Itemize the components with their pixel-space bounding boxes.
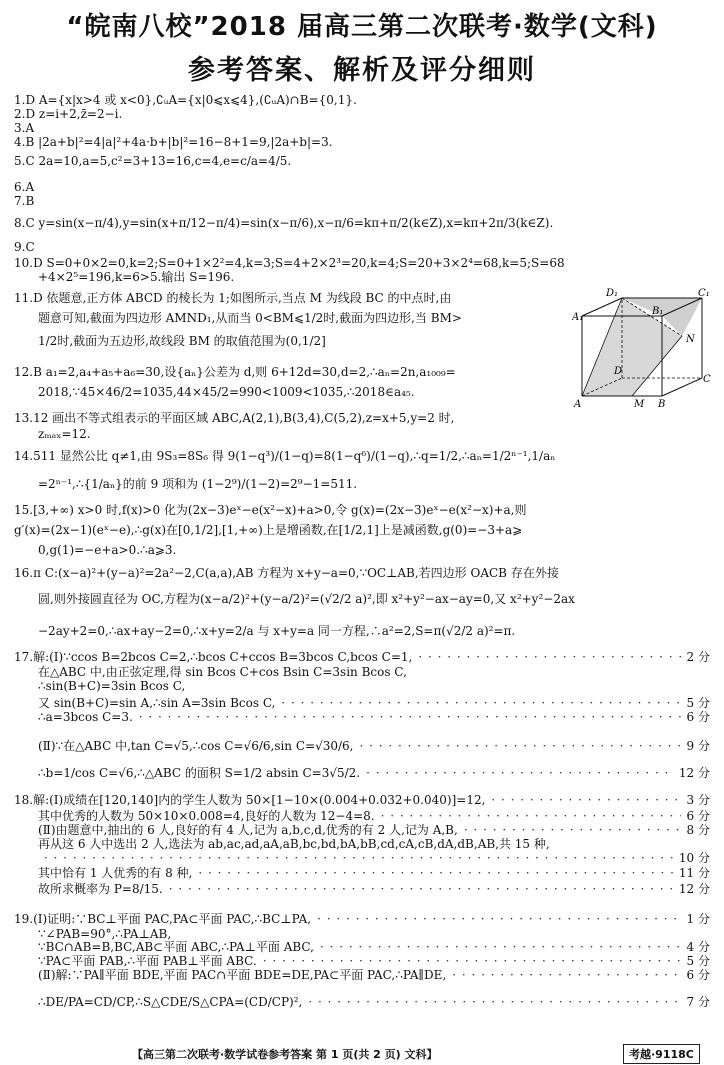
- scored-line: [38, 954, 710, 969]
- answer-line: ∴sin(B+C)=3sin Bcos C,: [38, 679, 186, 693]
- scored-line: [38, 995, 710, 1010]
- answer-line: 3.A: [14, 121, 35, 135]
- figure-label: C₁: [698, 288, 710, 299]
- line-text: ∵BC∩AB=B,BC,AB⊂平面 ABC,∴PA⊥平面 ABC,: [38, 940, 314, 954]
- figure-label: A: [574, 399, 582, 410]
- line-text: (Ⅱ)由题意中,抽出的 6 人,良好的有 4 人,记为 a,b,c,d,优秀的有 2 人,记为 A,B,: [38, 823, 458, 837]
- line-text: ∴b=1/cos C=√6,∴△ABC 的面积 S=1/2 absin C=3√5/2.: [38, 766, 361, 780]
- score-points: 12 分: [678, 766, 710, 780]
- figure-label: B: [658, 399, 666, 410]
- leader-dots: [381, 809, 681, 824]
- answer-line: 在△ABC 中,由正弦定理,得 sin Bcos C+cos Bsin C=3sin Bcos C,: [38, 665, 407, 679]
- scored-line: [38, 882, 710, 897]
- answer-line: 题意可知,截面为四边形 AMND₁,从而当 0<BM⩽1/2时,截面为四边形,当 BM>: [38, 311, 462, 325]
- answer-line: 13.12 画出不等式组表示的平面区域 ABC,A(2,1),B(3,4),C(5,2),z=x+5,y=2 时,: [14, 411, 455, 425]
- scored-line: [38, 851, 710, 866]
- scored-line: [38, 940, 710, 955]
- leader-dots: [418, 650, 680, 665]
- figure-label: B₁: [652, 306, 664, 317]
- line-text: 18.解:(Ⅰ)成绩在[120,140]内的学生人数为 50×[1−10×(0.004+0.032+0.040)]=12,: [14, 793, 486, 807]
- score-points: 2 分: [686, 650, 710, 664]
- score-points: 6 分: [686, 809, 710, 823]
- leader-dots: [139, 710, 681, 725]
- score-points: 5 分: [686, 954, 710, 968]
- answer-line: 1.D A={x|x>4 或 x<0},∁ᵤA={x|0⩽x⩽4},(∁ᵤA)∩B={0,1}.: [14, 93, 357, 107]
- score-points: 3 分: [686, 793, 710, 807]
- leader-dots: [360, 739, 681, 754]
- scored-line: [14, 793, 710, 808]
- page-footer: [0, 1045, 724, 1063]
- line-text: ∵PA⊂平面 PAB,∴平面 PAB⊥平面 ABC.: [38, 954, 257, 968]
- score-points: 12 分: [678, 882, 710, 896]
- answer-line: 1/2时,截面为五边形,故线段 BM 的取值范围为(0,1/2]: [38, 334, 326, 348]
- figure-label: A₁: [572, 312, 584, 323]
- score-points: 6 分: [686, 710, 710, 724]
- leader-dots: [169, 882, 673, 897]
- answer-line: 再从这 6 人中选出 2 人,选法为 ab,ac,ad,aA,aB,bc,bd,bA,bB,cd,cA,cB,dA,dB,AB,共 15 种,: [38, 837, 550, 851]
- line-text: 其中恰有 1 人优秀的有 8 种,: [38, 866, 193, 880]
- line-text: 其中优秀的人数为 50×10×0.008=4,良好的人数为 12−4=8.: [38, 809, 375, 823]
- answer-line: 2.D z=i+2,z̄=2−i.: [14, 107, 123, 121]
- line-text: 17.解:(Ⅰ)∵ccos B=2bcos C=2,∴bcos C+ccos B=3bcos C,bcos C=1,: [14, 650, 413, 664]
- footer-text: 【高三第二次联考·数学试卷参考答案 第 1 页(共 2 页) 文科】: [132, 1048, 438, 1061]
- leader-dots: [308, 995, 680, 1010]
- answer-line: 12.B a₁=2,a₄+a₅+a₆=30,设{aₙ}公差为 d,则 6+12d=30,d=2,∴aₙ=2n,a₁₀₀₉=: [14, 365, 456, 379]
- answer-line: zₘₐₓ=12.: [38, 427, 91, 441]
- cube-figure: [572, 286, 712, 410]
- answer-line: g′(x)=(2x−1)(eˣ−e),∴g(x)在[0,1/2],[1,+∞)上是增函数,在[1/2,1]上是减函数,g(0)=−3+a⩾: [14, 523, 523, 537]
- answer-line: 9.C: [14, 240, 35, 254]
- score-points: 4 分: [686, 940, 710, 954]
- scored-line: [14, 650, 710, 665]
- scored-line: [38, 823, 710, 838]
- leader-dots: [281, 696, 680, 711]
- scored-line: [14, 912, 710, 927]
- figure-label: D: [614, 366, 623, 377]
- figure-label: D₁: [606, 288, 619, 299]
- figure-label: M: [634, 399, 645, 410]
- score-points: 8 分: [686, 823, 710, 837]
- answer-line: 15.[3,+∞) x>0 时,f(x)>0 化为(2x−3)eˣ−e(x²−x)+a>0,令 g(x)=(2x−3)eˣ−e(x²−x)+a,则: [14, 503, 527, 517]
- scored-line: [38, 968, 710, 983]
- line-text: 又 sin(B+C)=sin A,∴sin A=3sin Bcos C,: [38, 696, 276, 710]
- answer-line: 4.B |2a+b|²=4|a|²+4a·b+|b|²=16−8+1=9,|2a+b|=3.: [14, 135, 333, 149]
- answer-line: +4×2⁵=196,k=6>5.输出 S=196.: [38, 270, 235, 284]
- cube-edge: [662, 378, 702, 396]
- answer-line: 圆,则外接圆直径为 OC,方程为(x−a/2)²+(y−a/2)²=(√2/2 a)²,即 x²+y²−ax−ay=0,又 x²+y²−2ax: [38, 592, 575, 606]
- page-subtitle: 参考答案、解析及评分细则: [188, 55, 536, 86]
- answer-line: 6.A: [14, 180, 35, 194]
- answer-line: ∵∠PAB=90°,∴PA⊥AB,: [38, 927, 172, 941]
- leader-dots: [198, 866, 673, 881]
- score-points: 1 分: [686, 912, 710, 926]
- answer-line: 2018,∵45×46/2=1035,44×45/2=990<1009<1035,∴2018∈a₄₅.: [38, 385, 415, 399]
- figure-label: C: [703, 374, 711, 385]
- scored-line: [38, 866, 710, 881]
- line-text: 故所求概率为 P=8/15.: [38, 882, 163, 896]
- answer-line: −2ay+2=0,∴ax+ay−2=0,∴x+y=2/a 与 x+y=a 同一方程,∴a²=2,S=π(√2/2 a)²=π.: [38, 624, 516, 638]
- answer-line: 5.C 2a=10,a=5,c²=3+13=16,c=4,e=c/a=4/5.: [14, 154, 292, 168]
- leader-dots: [44, 851, 673, 866]
- line-text: (Ⅱ)解:∵PA∥平面 BDE,平面 PAC∩平面 BDE=DE,PA⊂平面 PAC,∴PA∥DE,: [38, 968, 447, 982]
- footer-code: 考越·9118C: [623, 1044, 700, 1064]
- scored-line: [38, 766, 710, 781]
- answer-line: 11.D 依题意,正方体 ABCD 的棱长为 1;如图所示,当点 M 为线段 BC 的中点时,由: [14, 291, 452, 305]
- leader-dots: [317, 912, 680, 927]
- line-text: (Ⅱ)∵在△ABC 中,tan C=√5,∴cos C=√6/6,sin C=√30/6,: [38, 739, 354, 753]
- leader-dots: [452, 968, 680, 983]
- line-text: ∴DE/PA=CD/CP,∴S△CDE/S△CPA=(CD/CP)²,: [38, 995, 303, 1009]
- answer-line: 10.D S=0+0×2=0,k=2;S=0+1×2²=4,k=3;S=4+2×2³=20,k=4;S=20+3×2⁴=68,k=5;S=68: [14, 256, 565, 270]
- answer-line: =2ⁿ⁻¹,∴{1/aₙ}的前 9 项和为 (1−2⁹)/(1−2)=2⁹−1=511.: [38, 477, 358, 491]
- figure-label: N: [686, 334, 695, 345]
- scored-line: [38, 710, 710, 725]
- line-text: 19.(Ⅰ)证明:∵BC⊥平面 PAC,PA⊂平面 PAC,∴BC⊥PA,: [14, 912, 312, 926]
- line-text: ∴a=3bcos C=3.: [38, 710, 133, 724]
- leader-dots: [464, 823, 681, 838]
- score-points: 10 分: [678, 851, 710, 865]
- scored-line: [38, 809, 710, 824]
- score-points: 6 分: [686, 968, 710, 982]
- answer-line: 8.C y=sin(x−π/4),y=sin(x+π/12−π/4)=sin(x−π/6),x−π/6=kπ+π/2(k∈Z),x=kπ+2π/3(k∈Z).: [14, 216, 554, 230]
- answer-line: 14.511 显然公比 q≠1,由 9S₃=8S₆ 得 9(1−q³)/(1−q)=8(1−q⁶)/(1−q),∴q=1/2,∴aₙ=1/2ⁿ⁻¹,1/aₙ: [14, 449, 556, 463]
- score-points: 11 分: [678, 866, 710, 880]
- page-title: “皖南八校”2018 届高三第二次联考·数学(文科): [66, 12, 658, 42]
- scored-line: [38, 739, 710, 754]
- score-points: 7 分: [686, 995, 710, 1009]
- score-points: 9 分: [686, 739, 710, 753]
- answer-line: 16.π C:(x−a)²+(y−a)²=2a²−2,C(a,a),AB 方程为 x+y−a=0,∵OC⊥AB,若四边形 OACB 存在外接: [14, 566, 559, 580]
- leader-dots: [263, 954, 681, 969]
- answer-line: 7.B: [14, 194, 35, 208]
- leader-dots: [320, 940, 681, 955]
- scored-line: [38, 696, 710, 711]
- answer-line: 0,g(1)=−e+a>0.∴a⩾3.: [38, 543, 177, 557]
- score-points: 5 分: [686, 696, 710, 710]
- leader-dots: [491, 793, 680, 808]
- leader-dots: [366, 766, 673, 781]
